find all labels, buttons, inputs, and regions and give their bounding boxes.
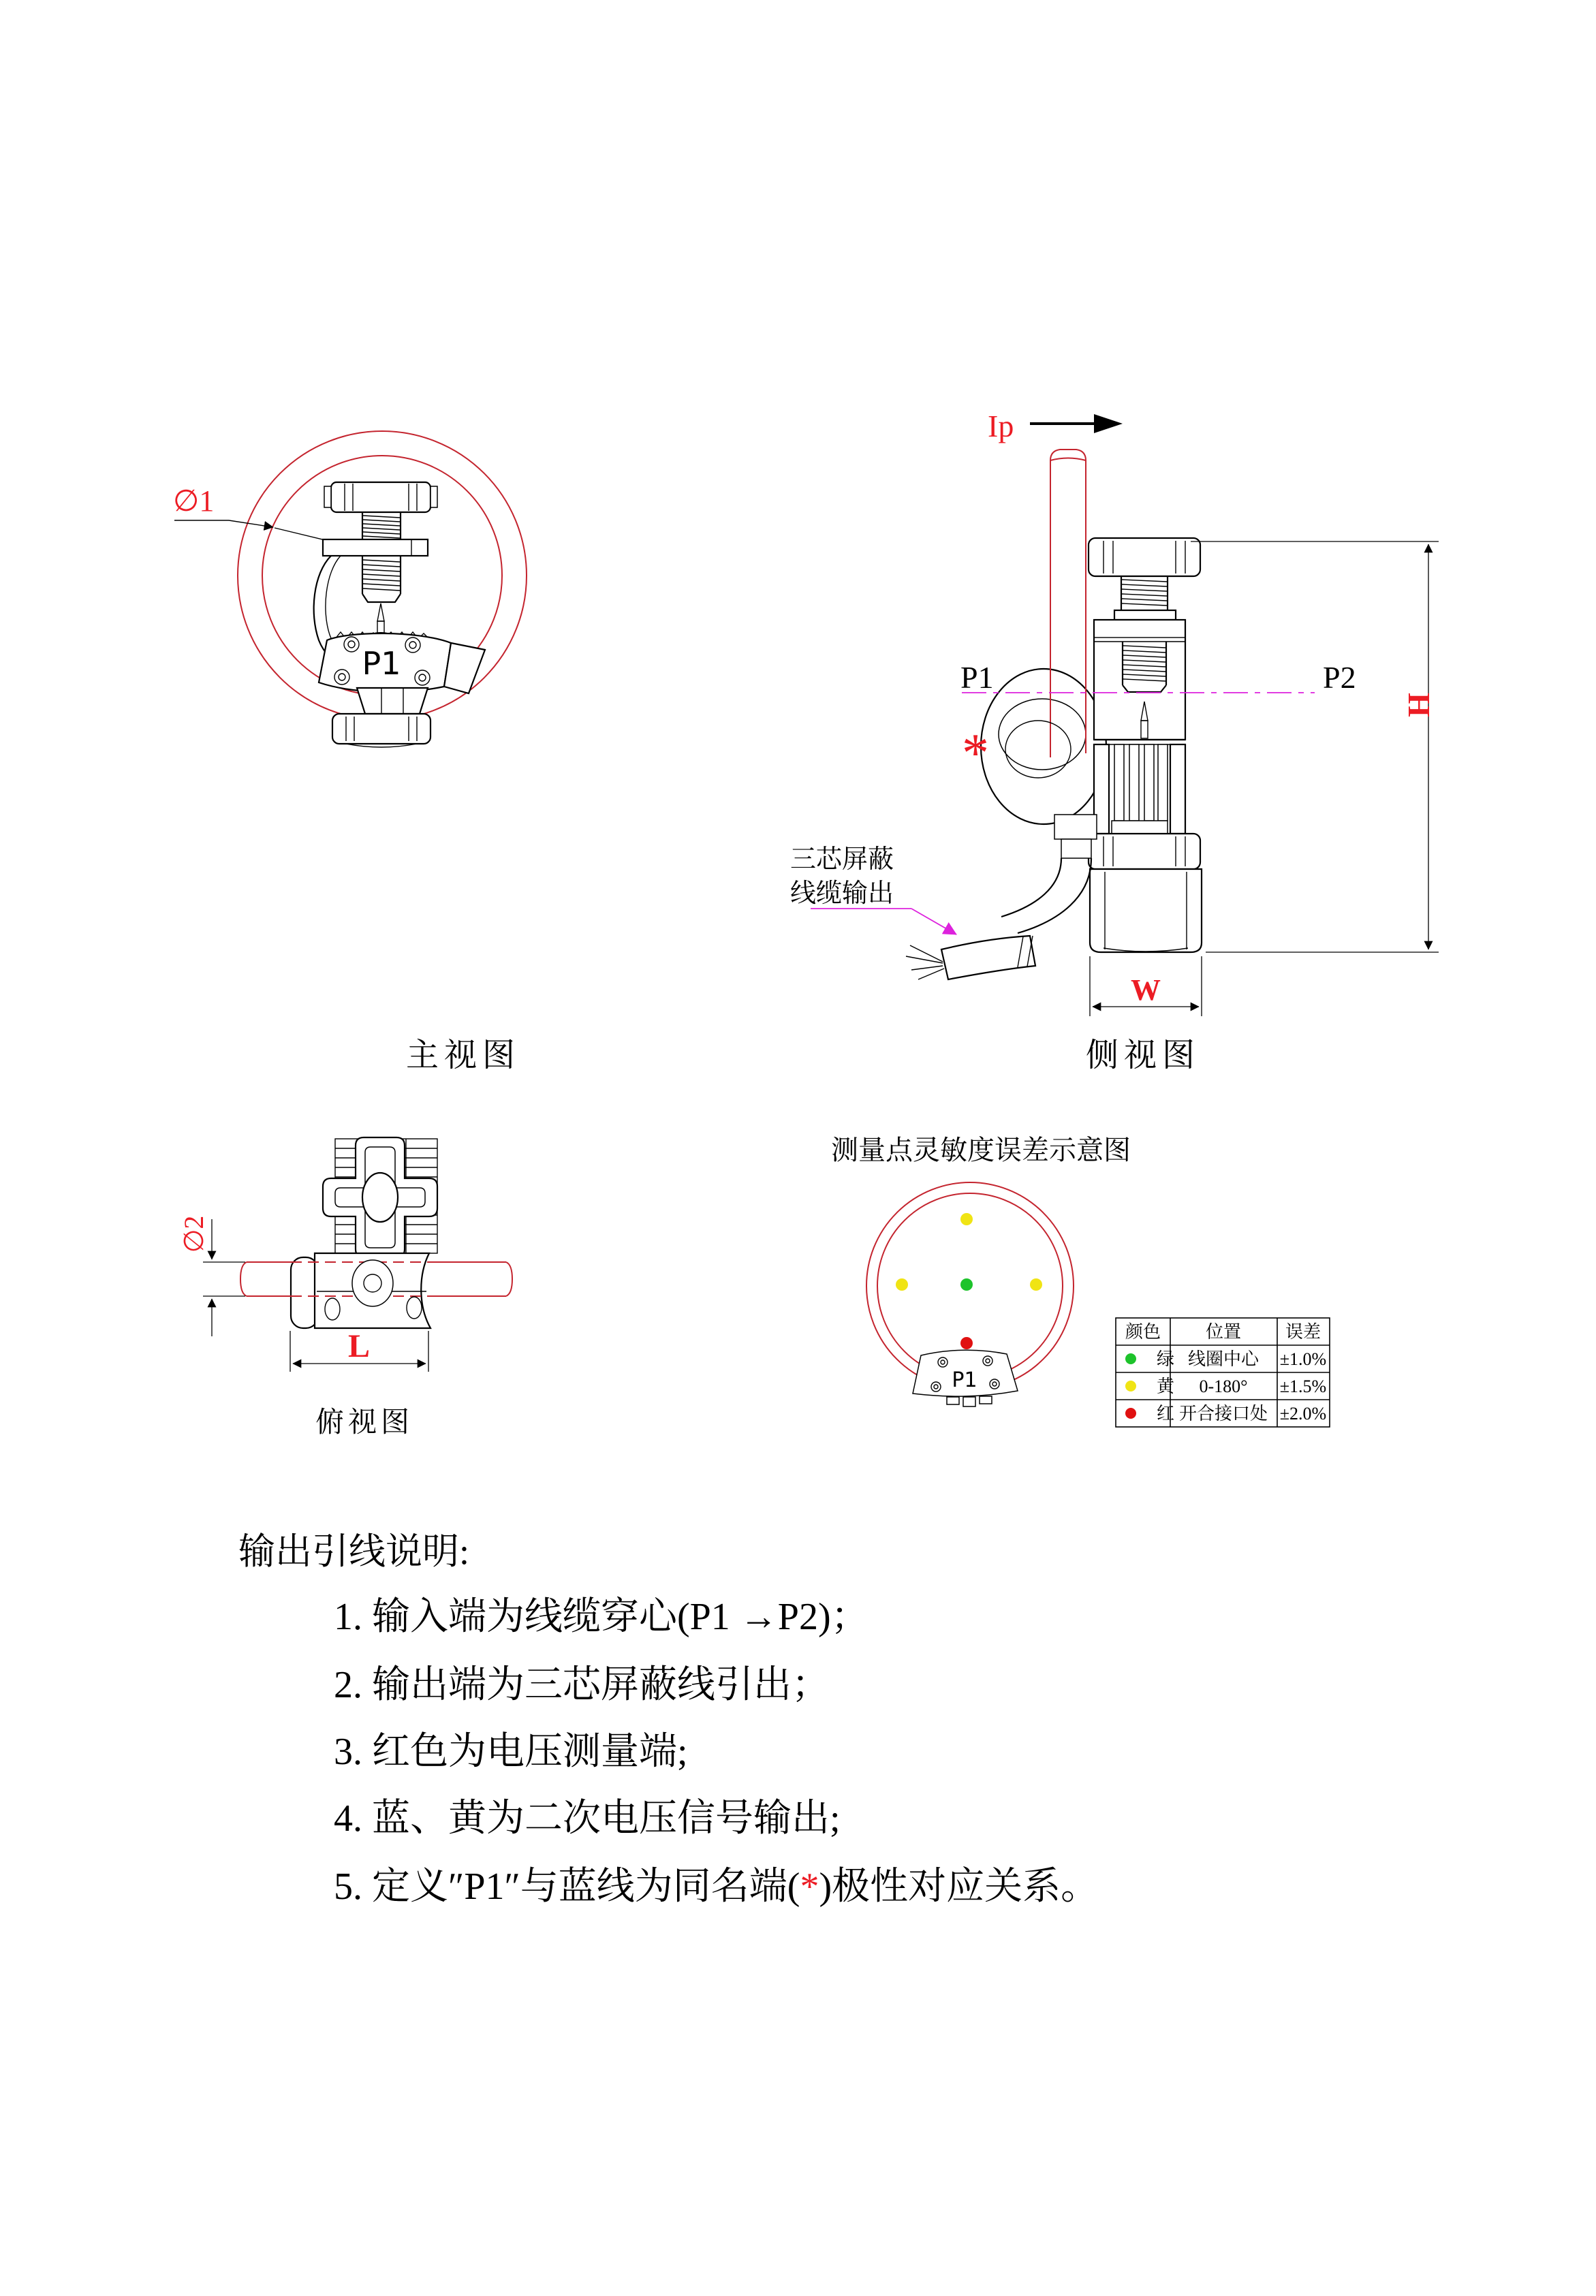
front-hex-nut <box>357 688 428 714</box>
side-clamp-block <box>1054 815 1097 839</box>
front-top-knob-tab-right <box>431 486 437 507</box>
output-lead-notes <box>238 1531 1099 1908</box>
ip-current-label: Ip <box>988 409 1014 443</box>
front-lower-screw <box>362 556 401 602</box>
ip-arrow-head <box>1094 414 1123 433</box>
front-top-knob-tab-left <box>324 486 331 507</box>
output-cable-sleeve <box>941 936 1035 979</box>
note-item-4: 4. 蓝、黄为二次电压信号输出; <box>334 1797 841 1840</box>
sensitivity-table <box>1116 1318 1330 1427</box>
front-view-drawing <box>173 431 527 1073</box>
sens-point-right-yellow <box>1030 1278 1042 1291</box>
phi1-dim-label: ∅1 <box>173 484 215 518</box>
note-item-5-star: * <box>800 1866 819 1908</box>
front-jaw-p1-label: P1 <box>362 645 401 682</box>
table-cell-color-red: 红 <box>1157 1404 1175 1424</box>
side-fin-section <box>1094 744 1185 834</box>
sensitivity-title: 测量点灵敏度误差示意图 <box>831 1135 1131 1165</box>
note-item-5-post: )极性对应关系。 <box>819 1866 1099 1908</box>
front-view-caption: 主视图 <box>405 1037 521 1073</box>
table-dot-green <box>1125 1353 1136 1364</box>
cable-leader-arrow <box>911 909 956 934</box>
table-cell-color-yellow: 黄 <box>1157 1377 1175 1396</box>
top-view-drawing <box>178 1137 512 1438</box>
top-knob-center-boss <box>362 1173 398 1222</box>
table-header-position: 位置 <box>1205 1322 1242 1342</box>
note-item-5 <box>334 1866 1099 1908</box>
table-header-error: 误差 <box>1285 1322 1321 1342</box>
note-item-1: 1. 输入端为线缆穿心(P1 →P2)； <box>334 1596 869 1638</box>
side-top-knob <box>1089 538 1200 576</box>
front-top-knob <box>331 482 431 512</box>
phi1-leader-arrow <box>229 520 273 527</box>
table-cell-pos-yellow: 0-180° <box>1199 1377 1248 1396</box>
side-p1-label: P1 <box>960 660 994 695</box>
side-base <box>1090 869 1202 952</box>
cable-label-line2: 线缆输出 <box>790 879 894 908</box>
note-item-5-pre: 5. 定义″P1″与蓝线为同名端( <box>334 1866 800 1908</box>
front-jaw-side-block <box>444 643 485 693</box>
side-view-caption: 侧视图 <box>1085 1037 1201 1073</box>
h-dim-label: H <box>1402 693 1437 717</box>
cable-label-line1: 三芯屏蔽 <box>790 845 894 874</box>
sens-jaw-p1-label: P1 <box>952 1368 977 1392</box>
front-bottom-knob <box>332 714 431 744</box>
table-cell-pos-red: 开合接口处 <box>1178 1404 1268 1424</box>
sensitivity-diagram <box>831 1135 1330 1427</box>
side-bottom-knob <box>1089 834 1200 869</box>
sens-point-bottom-red <box>960 1337 973 1349</box>
phi2-dim-label: ∅2 <box>178 1215 209 1253</box>
side-ring-hole-rim <box>999 699 1086 770</box>
table-cell-pos-green: 线圈中心 <box>1187 1349 1259 1369</box>
cable-elbow-outer <box>1018 858 1091 933</box>
notes-heading: 输出引线说明: <box>238 1531 470 1572</box>
top-view-caption: 俯视图 <box>315 1407 414 1438</box>
table-cell-err-red: ±2.0% <box>1279 1404 1327 1424</box>
table-cell-err-green: ±1.0% <box>1279 1349 1327 1369</box>
note-item-3: 3. 红色为电压测量端; <box>334 1731 688 1773</box>
sens-point-left-yellow <box>896 1278 908 1291</box>
l-dim-label: L <box>347 1328 371 1364</box>
table-cell-color-green: 绿 <box>1157 1349 1175 1369</box>
front-upper-threads <box>362 512 401 539</box>
side-collar <box>1114 610 1176 620</box>
sens-jaw-tab3 <box>980 1396 992 1404</box>
note-item-2: 2. 输出端为三芯屏蔽线引出； <box>334 1664 830 1706</box>
table-row <box>1125 1349 1326 1369</box>
table-cell-err-yellow: ±1.5% <box>1279 1377 1327 1396</box>
polarity-asterisk: * <box>962 723 989 783</box>
side-view-drawing <box>790 409 1439 1073</box>
sens-jaw-tab1 <box>947 1397 959 1404</box>
side-clamp-block2 <box>1061 839 1091 858</box>
table-dot-yellow <box>1125 1381 1136 1391</box>
cable-elbow-inner <box>1001 858 1061 917</box>
cable-frayed-wires <box>906 945 944 979</box>
table-header-color: 颜色 <box>1125 1322 1161 1342</box>
sens-jaw-tab2 <box>963 1397 975 1406</box>
table-row <box>1125 1377 1326 1396</box>
sens-point-center-green <box>960 1278 973 1291</box>
table-dot-red <box>1125 1408 1136 1419</box>
w-dim-label: W <box>1131 973 1161 1007</box>
front-bracket-plate <box>323 539 428 556</box>
side-p2-label: P2 <box>1323 660 1356 695</box>
top-center-boss <box>352 1260 393 1306</box>
side-upper-threads <box>1121 576 1168 610</box>
table-row <box>1125 1404 1326 1424</box>
sens-point-top-yellow <box>960 1213 973 1225</box>
